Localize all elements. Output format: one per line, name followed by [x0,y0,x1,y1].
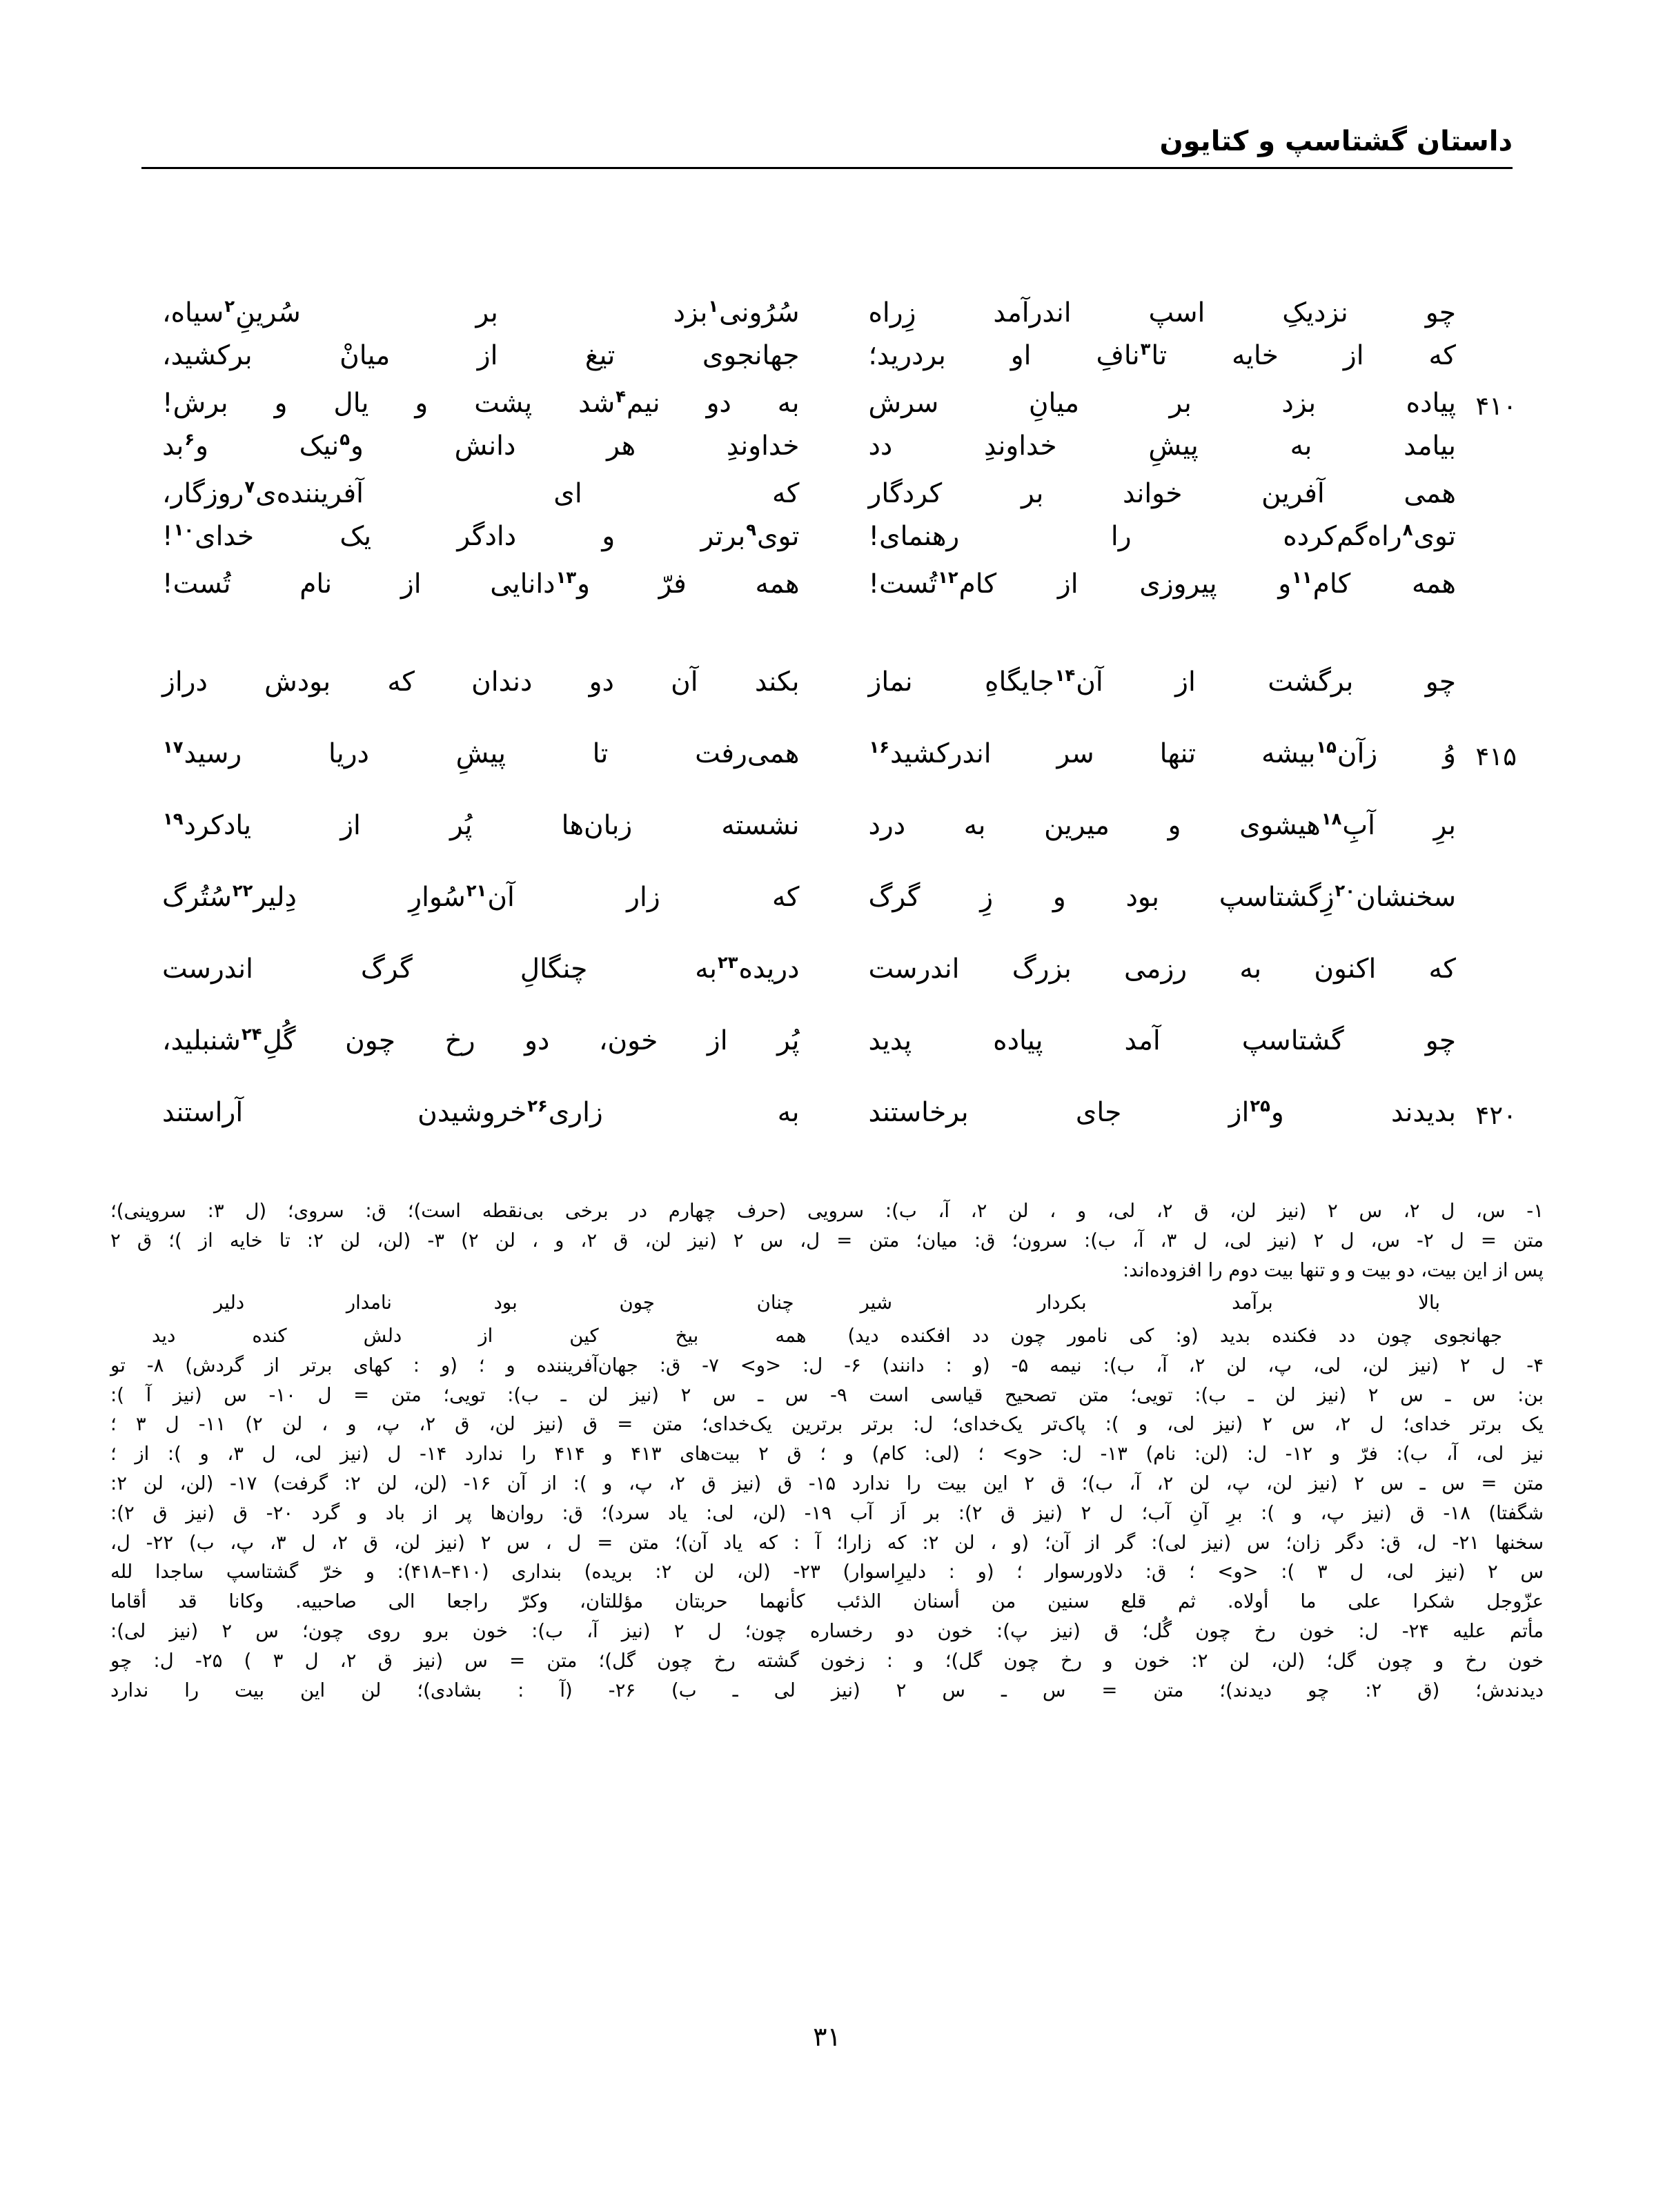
footnote-marker: ۲۴ [241,1024,262,1044]
apparatus-line: پس از این بیت، دو بیت و و تنها بیت دوم را افزوده‌اند: [1123,1258,1544,1281]
hemistich-text: بد [162,431,184,462]
hemistich-second [141,471,827,558]
hemistich-second [141,1089,827,1158]
couplet [141,471,1513,558]
footnote-marker: ۱۸ [1321,809,1342,829]
inserted-hemistich-first: بالا برآمد بکردار شیر [860,1292,1440,1314]
hemistich-line: بکند آن دو دندان که بودش دراز [162,666,800,698]
hemistich-line: جهانجوی تیغ از میانْ برکشید، [162,340,800,372]
hemistich-text: روزگار، [162,477,244,509]
hemistich-text: وُ زآن [1337,738,1456,769]
hemistich-line: چو گشتاسپ آمد پیاده پدید [868,1025,1456,1056]
apparatus-line: شگفتا) ۱۸- ق (نیز پ، و ): برِ آنِ آب؛ ل ۲ (نیز ق ۲): بر اَز آب ۱۹- (لن، لی: یاد سرد)؛ ق: روان‌ها پر از باد و گرد ۲۰- ق (نیز ق ۲): [110,1501,1544,1524]
hemistich-second [141,659,827,728]
footnote-marker: ۷ [244,477,255,497]
hemistich-line [162,473,800,515]
hemistich-text: ! [162,521,173,553]
hemistich-text: به زاری [548,1096,800,1128]
hemistich-text: هیشوی و میرین به درد [868,809,1321,841]
hemistich-text: سُتُرگ [162,881,232,913]
hemistich-text: خروشیدن آراستند [162,1096,527,1128]
hemistich-text: که از خایه تا [1151,340,1456,372]
footnote-marker: ۲۳ [718,952,738,972]
hemistich-text: جایگاهِ نماز [868,666,1054,698]
hemistich-line [869,877,1457,918]
hemistich-text: نیک و [195,431,339,462]
hemistich-text: برتر و دادگر یک خدای [195,521,746,553]
apparatus-line: سخنها ۲۱- ل، ق: دگر زان؛ س (نیز لی): گر از آن؛ (و ، لن ۲: که زارا؛ آ : که یاد آن)؛ متن = ل ، س ۲ (نیز لن، ق ۲، ل ۳، پ، ب) ۲۲- ل، [110,1531,1544,1554]
hemistich-first [827,471,1513,558]
hemistich-line [869,516,1457,557]
hemistich-first [827,874,1513,943]
couplet [141,874,1513,943]
hemistich-first [827,290,1513,377]
hemistich-line [162,516,800,557]
couplet [141,1089,1517,1158]
hemistich-line: چو نزدیکِ اسپ اندرآمد زِراه [868,297,1456,328]
apparatus-line: یک برتر خدای؛ ل ۲، س ۲ (نیز لی، و ): پاک‌تر یک‌خدای؛ ل: برتر برترین یک‌خدای؛ متن = ق (نیز لن، ق ۲، پ، و ، لن ۲) ۱۱- ل ۳ ؛ [110,1413,1544,1436]
apparatus-line: بن: س ـ س ۲ (نیز لن ـ ب): تویی؛ متن تصحیح قیاسی است ۹- س ـ س ۲ (نیز لن ـ ب): تویی؛ متن = ل ۱۰- س (نیز آ ): [110,1383,1544,1406]
hemistich-text: که ای آفریننده‌ی [255,477,800,509]
hemistich-text: دانایی از نام تُست! [162,568,555,600]
hemistich-text: دریده [738,953,800,985]
folio-number: ۳۱ [813,2022,841,2052]
hemistich-line [162,1092,800,1134]
apparatus-line: س ۲ (نیز لی، ل ۳ ): <و> ؛ ق: دلاورسوار ؛ (و : دلیرِاسوار) ۲۳- (لن، لن ۲: بریده) بنداری (۴۱۰–۴۱۸): و خرّ گشتاسپ ساجدا لله [110,1561,1544,1583]
hemistich-line [162,564,800,605]
hemistich-text: که زار آن [487,881,800,913]
hemistich-first [827,380,1513,468]
footnote-marker: ۴ [616,386,627,406]
hemistich-text: همه فرّ و [577,568,800,600]
couplet [141,290,1513,377]
inserted-couplet [110,1289,1544,1317]
hemistich-text: توی [756,521,800,553]
hemistich-line [869,564,1457,605]
footnote-marker: ۱ [708,297,719,316]
hemistich-text: برِ آبِ [1342,809,1456,841]
hemistich-line [162,733,800,775]
hemistich-text: از جای برخاستند [868,1096,1250,1128]
running-head-rule [141,167,1513,169]
hemistich-text: توی [1413,521,1456,553]
hemistich-line [162,383,800,424]
hemistich-line [162,1020,800,1062]
hemistich-text: نشسته زبان‌ها پُر از یادکرد [184,809,800,841]
couplet-group [141,290,1517,630]
hemistich-first [827,731,1513,800]
hemistich-line [869,662,1457,703]
hemistich-line [162,805,800,847]
hemistich-text: نافِ او بردرید؛ [868,340,1140,372]
hemistich-text: تُست! [868,568,938,600]
hemistich-line: که اکنون به رزمی بزرگ اندرست [868,953,1456,985]
footnote-marker: ۹ [746,520,756,540]
inserted-hemistich-second: همه بیخ کین از دلش کنده دید [152,1324,807,1347]
footnote-marker: ۱۰ [173,520,195,540]
apparatus-line: ۴- ل ۲ (نیز لن، لی، پ، لن ۲، آ، ب): نیمه ۵- (و : دانند) ۶- ل: <و> ۷- ق: جهان‌آفریننده و ؛ (و : کهای برتر از گردش) ۸- تو [110,1354,1544,1376]
footnote-marker: ۶ [184,430,195,450]
hemistich-text: شنبلید، [162,1025,241,1056]
hemistich-first [827,1089,1513,1158]
hemistich-line [869,335,1457,377]
apparatus-line-arabic: عزّوجل شکرا علی ما أولاه. ثم قلع سنین من أسنان الذئب کأنهما حربتان مؤللتان، وکرّ راجعا الی صاحبیه. وکانا قد أقاما [110,1590,1544,1613]
couplet [141,1018,1513,1087]
hemistich-second [141,290,827,377]
hemistich-second [141,802,827,871]
hemistich-first [827,659,1513,728]
couplet [141,946,1513,1015]
footnote-marker: ۲۰ [1335,880,1356,900]
hemistich-text: خداوندِ هر دانش و [350,431,800,462]
hemistich-line [869,733,1457,775]
hemistich-line: بیامد به پیشِ خداوندِ دد [868,431,1456,462]
footnote-marker: ۱۱ [1292,567,1312,587]
hemistich-text: زِگشتاسپ بود و زِ گرگ [868,881,1335,913]
footnote-marker: ۱۲ [938,567,958,587]
hemistich-text: سیاه، [162,297,224,328]
footnote-marker: ۲۶ [527,1096,548,1116]
hemistich-second [141,874,827,943]
hemistich-text: پُر از خون، دو رخ چون گُلِ [262,1025,800,1056]
hemistich-second [141,561,827,630]
hemistich-text: به دو نیم [627,387,800,419]
hemistich-first [827,1018,1513,1087]
apparatus-line: متن = س ـ س ۲ (نیز لن، پ، لن ۲، آ، ب)؛ ق ۲ این بیت را ندارد ۱۵- ق (نیز ق ۲، پ، و ): از آن ۱۶- (لن، لن ۲: گرفت) ۱۷- (لن، لن ۲: [110,1472,1544,1495]
hemistich-text: به چنگالِ گرگ اندرست [162,953,718,985]
verse-number: ۴۱۰ [1475,391,1517,421]
hemistich-line [869,805,1457,847]
apparatus-line: ۱- س، ل ۲، س ۲ (نیز لن، ق ۲، لی، و ، لن ۲، آ، ب): سرویی (حرف چهارم در برخی بی‌نقطه است)؛ ق: سروی؛ (ل ۳: سروینی)؛ [110,1200,1544,1222]
footnote-marker: ۱۹ [163,809,184,829]
hemistich-second [141,1018,827,1087]
footnote-marker: ۱۶ [869,737,890,757]
hemistich-text: راه‌گم‌کرده را رهنمای! [868,521,1402,553]
hemistich-line [162,293,800,334]
couplet [141,561,1513,630]
apparatus-line: خون رخ و چون گل؛ (لن، لن ۲: خون و رخ چون گل)؛ و : زخون گشته رخ چون گل)؛ متن = س (نیز ق ۲، ل ۳ ) ۲۵- ل: چو [110,1649,1544,1672]
couplet [141,659,1513,728]
hemistich-first [827,946,1513,1015]
apparatus-line: دیدندش؛ (ق ۲: چو دیدند)؛ متن = س ـ س ۲ (نیز لی ـ ب) ۲۶- (آ : بشادی)؛ لن این بیت را ندارد [110,1679,1544,1701]
footnote-marker: ۲۵ [1250,1096,1270,1116]
running-head-title: داستان گشتاسپ و کتایون [1159,126,1513,157]
hemistich-text: بزد بر سُرینِ [235,297,708,328]
footnote-marker: ۱۵ [1316,737,1337,757]
verse-body [141,290,1517,1130]
footnote-marker: ۱۷ [163,737,184,757]
hemistich-text: بدیدند و [1270,1096,1456,1128]
footnote-marker: ۲۱ [466,880,487,900]
hemistich-text: و پیروزی از کام [958,568,1292,600]
apparatus-line: متن = ل ۲- س، ل ۲ (نیز لی، ل ۳، آ، ب): سرون؛ ق: میان؛ متن = ل، س ۲ (نیز لن، ق ۲، و ، لن ۲) ۳- (لن، لن ۲: تا خایه از )؛ ق ۲ [110,1229,1544,1252]
hemistich-text: همی‌رفت تا پیشِ دریا رسید [184,738,800,769]
hemistich-line: پیاده بزد بر میانِ سرش [868,387,1456,419]
footnote-marker: ۱۳ [555,567,577,587]
couplet [141,731,1517,800]
verse-number: ۴۲۰ [1475,1100,1517,1130]
hemistich-line [162,426,800,467]
hemistich-line [162,877,800,918]
hemistich-text: چو برگشت از آن [1076,666,1456,698]
hemistich-text: سخنشان [1356,881,1456,913]
hemistich-first [827,561,1513,630]
hemistich-line [869,1092,1457,1134]
hemistich-second [141,731,827,800]
apparatus-line: نیز لی، آ، ب): فرّ و ۱۲- ل: (لن: نام) ۱۳- ل: <و> ؛ (لی: کام) و ؛ ق ۲ بیت‌های ۴۱۳ و ۴۱۴ را ندارد ۱۴- ل (نیز لی، ل ۳، و ): از ؛ [110,1443,1544,1465]
apparatus-line-arabic: مأتم علیه ۲۴- ل: خون رخ چون گُل؛ ق (نیز پ): خون دو رخساره چون؛ ل ۲ (نیز آ، ب): خون برو روی چون؛ س ۲ (نیز لی): [110,1620,1544,1643]
couplet [141,380,1517,468]
footnote-marker: ۸ [1402,520,1413,540]
critical-apparatus [110,1197,1544,1706]
footnote-marker: ۵ [339,430,350,450]
inserted-couplet [110,1322,1544,1350]
hemistich-text: سُوارِ دِلیر [253,881,466,913]
hemistich-text: سُرُونی [719,297,800,328]
footnote-marker: ۳ [1140,339,1151,359]
inserted-hemistich-first: جهانجوی چون دد فکنده بدید (و: کی نامور چون دد افکنده دید) [847,1324,1502,1347]
inserted-hemistich-second: چنان چون بود نامدار دلیر [214,1292,794,1314]
couplet-group [141,659,1517,1158]
hemistich-text: شد پشت و یال و برش! [162,387,616,419]
hemistich-text: بیشه تنها سر اندرکشید [890,738,1316,769]
footnote-marker: ۲ [224,297,235,316]
running-head [141,123,1513,189]
footnote-marker: ۲۲ [232,880,253,900]
hemistich-second [141,380,827,468]
hemistich-line: همی آفرین خواند بر کردگار [868,477,1456,509]
hemistich-line [162,949,800,990]
couplet [141,802,1513,871]
hemistich-second [141,946,827,1015]
verse-number: ۴۱۵ [1475,741,1517,771]
hemistich-first [827,802,1513,871]
hemistich-text: همه کام [1312,568,1456,600]
footnote-marker: ۱۴ [1054,665,1076,685]
